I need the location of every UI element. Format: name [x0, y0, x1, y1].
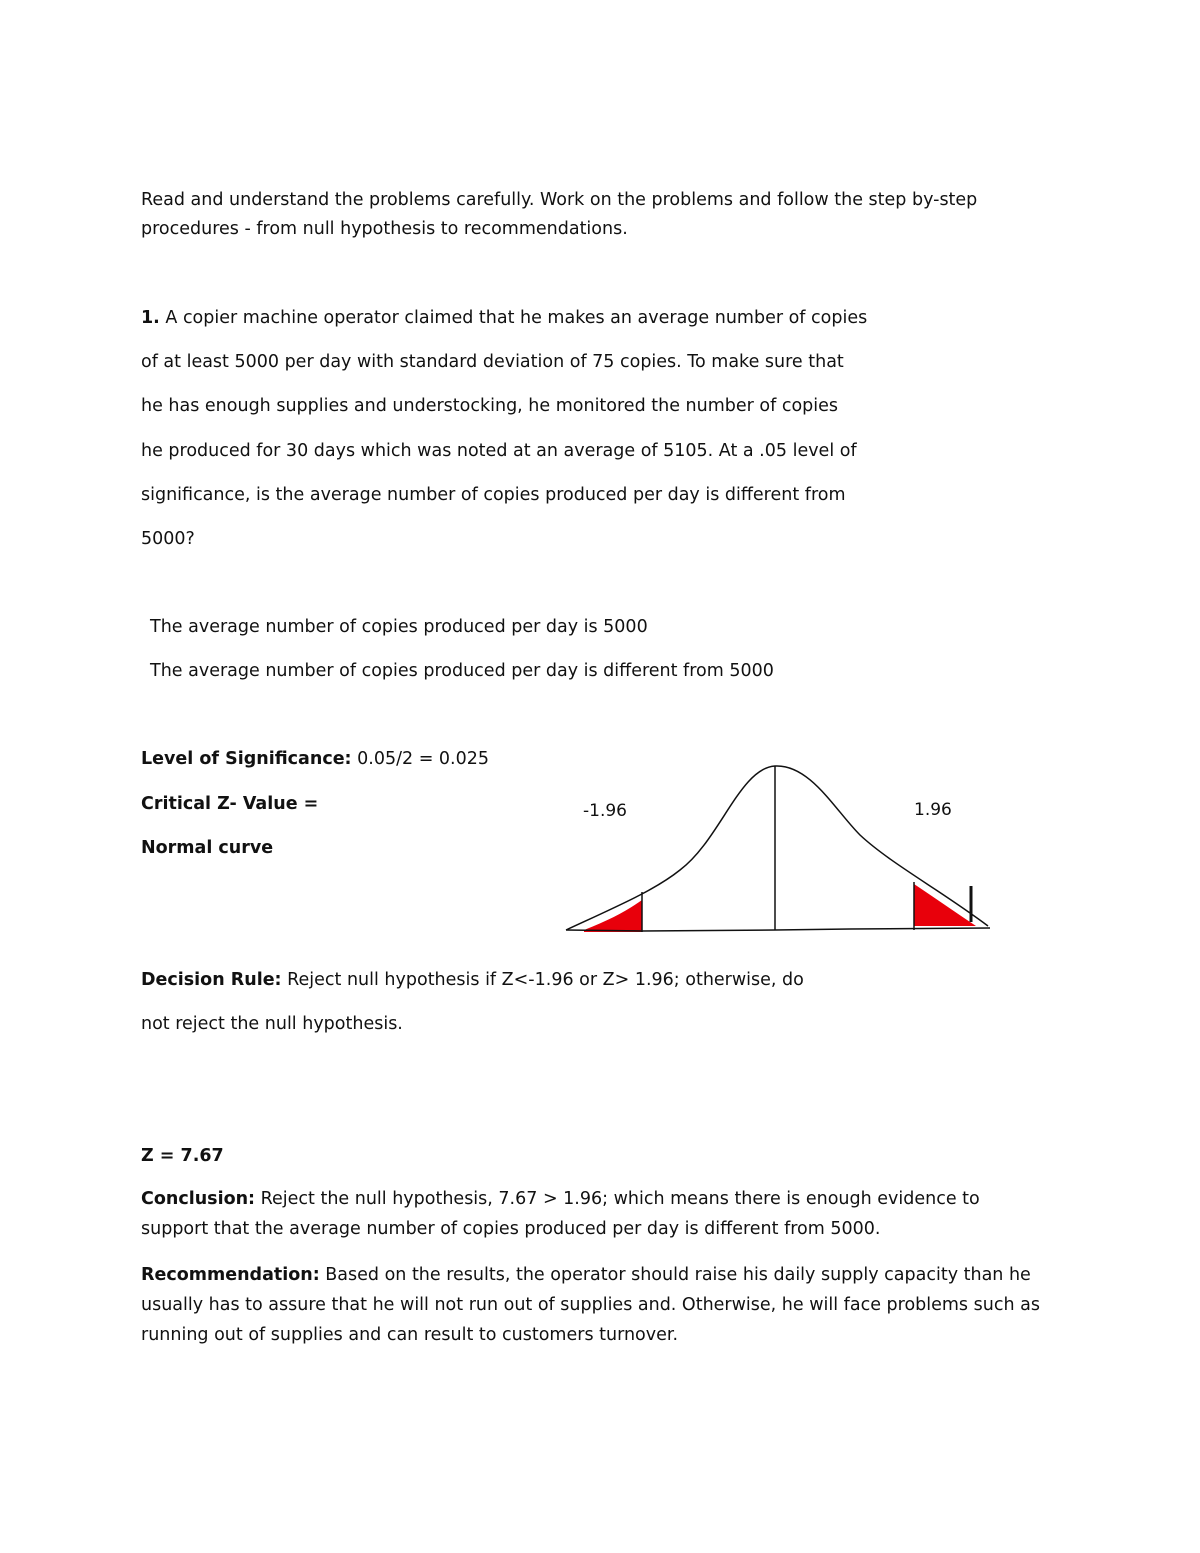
alternative-hypothesis: The average number of copies produced per day is different from 5000	[150, 661, 774, 681]
problem-line-4: he produced for 30 days which was noted at an average of 5105. At a .05 level of	[141, 441, 857, 461]
z-value-line	[141, 1145, 224, 1167]
problem-number: 1.	[141, 308, 160, 328]
normal-curve-label: Normal curve	[141, 838, 274, 858]
right-tail-shade	[914, 884, 976, 926]
normal-curve-diagram	[560, 760, 1000, 940]
conclusion-label: Conclusion:	[141, 1189, 256, 1209]
decision-rule-label: Decision Rule:	[141, 970, 282, 990]
intro-line-2: procedures - from null hypothesis to recommendations.	[141, 219, 628, 239]
decision-rule-line-1	[141, 969, 804, 991]
recommendation-text: Based on the results, the operator should raise his daily supply capacity than he usually has to assure that he will not run out of supplies and. Otherwise, he will face problems such as running out of supplies and can result to customers turnover.	[141, 1265, 1040, 1345]
problem-line-6: 5000?	[141, 529, 195, 549]
problem-line-5: significance, is the average number of copies produced per day is different from	[141, 485, 846, 505]
problem-line-2: of at least 5000 per day with standard deviation of 75 copies. To make sure that	[141, 352, 844, 372]
problem-line-3: he has enough supplies and understocking, he monitored the number of copies	[141, 396, 839, 416]
problem-text-1: A copier machine operator claimed that he makes an average number of copies	[165, 308, 868, 328]
conclusion-paragraph	[141, 1184, 1041, 1244]
right-critical-label: 1.96	[914, 800, 952, 820]
left-critical-label: -1.96	[583, 801, 627, 821]
decision-rule-text-1: Reject null hypothesis if Z<-1.96 or Z> 1.96; otherwise, do	[287, 970, 804, 990]
null-hypothesis: The average number of copies produced per day is 5000	[150, 617, 648, 637]
critical-label: Critical Z- Value =	[141, 794, 319, 814]
conclusion-text: Reject the null hypothesis, 7.67 > 1.96; which means there is enough evidence to support that the average number of copies produced per day is different from 5000.	[141, 1189, 980, 1239]
critical-line	[141, 793, 318, 815]
left-tail-shade	[584, 900, 642, 932]
recommendation-label: Recommendation:	[141, 1265, 320, 1285]
decision-rule-line-2: not reject the null hypothesis.	[141, 1014, 403, 1034]
intro-line-1: Read and understand the problems carefully. Work on the problems and follow the step by-step	[141, 190, 978, 210]
normal-curve-line	[141, 837, 273, 859]
significance-value: 0.05/2 = 0.025	[357, 749, 490, 769]
significance-line	[141, 748, 489, 770]
z-value: Z = 7.67	[141, 1146, 224, 1166]
problem-line-1	[141, 307, 867, 329]
significance-label: Level of Significance:	[141, 749, 352, 769]
recommendation-paragraph	[141, 1260, 1041, 1350]
